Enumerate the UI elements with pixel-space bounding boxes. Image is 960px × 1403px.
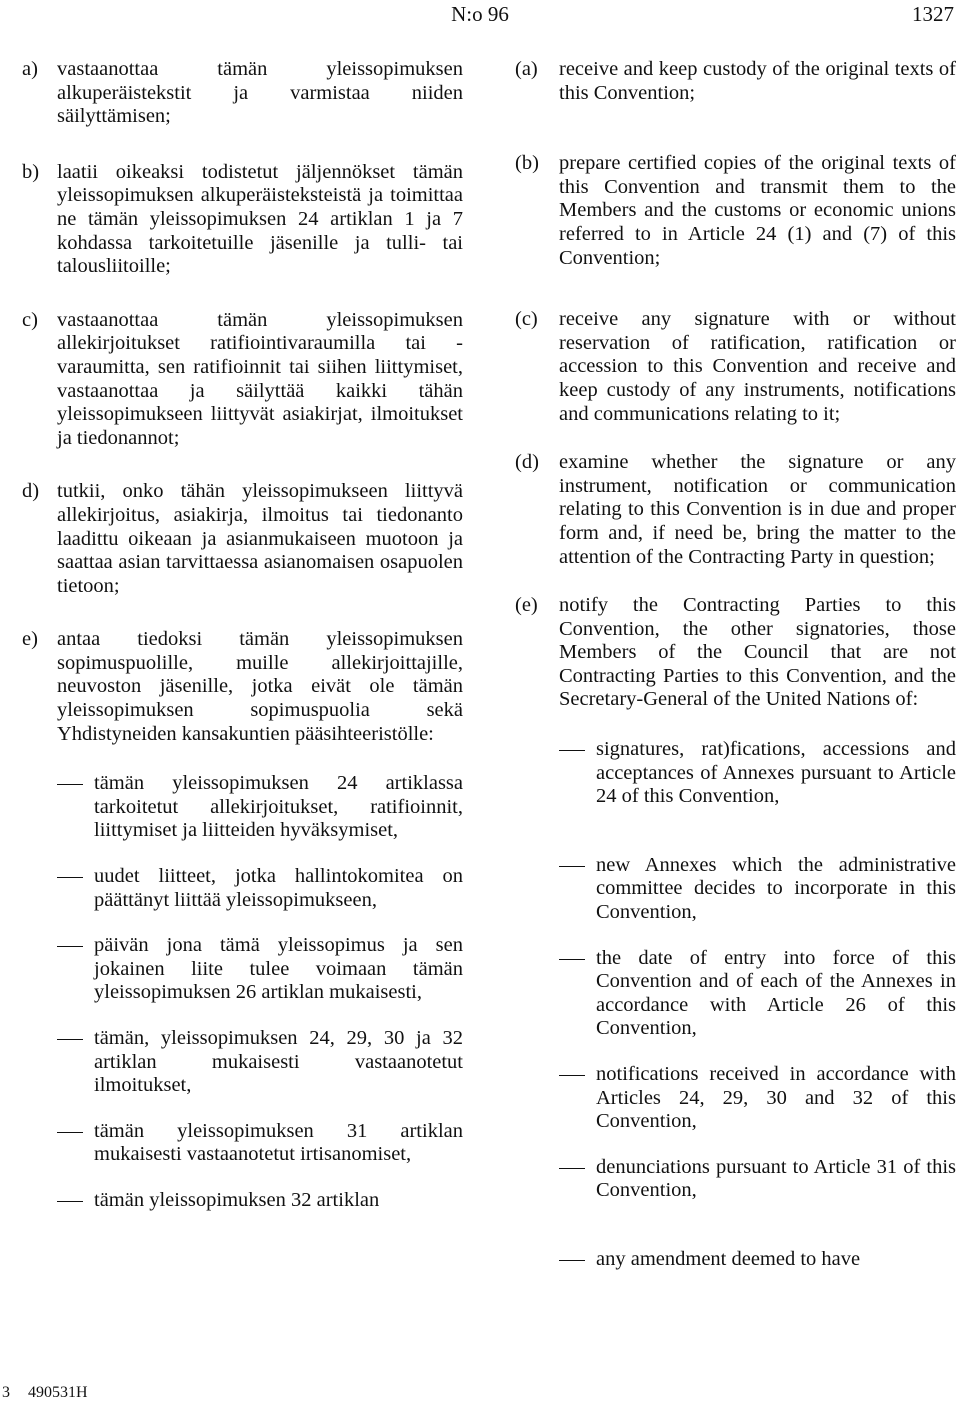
finnish-column xyxy=(22,58,463,1213)
paragraph-d-fi xyxy=(22,480,463,598)
dash-text: signatures, rat)fications, accessions and acceptances of Annexes pursuant to Article 24 of this Convention, xyxy=(596,738,956,808)
dash-item-en-2 xyxy=(559,854,956,925)
item-label: b) xyxy=(22,160,40,183)
item-label: a) xyxy=(22,58,38,80)
dash-text: notifications received in accordance with Articles 24, 29, 30 and 32 of this Convention, xyxy=(596,1063,956,1133)
english-column xyxy=(515,58,956,1272)
dash-item-fi-1 xyxy=(57,772,463,843)
paragraph-e-fi xyxy=(22,628,463,746)
item-text: antaa tiedoksi tämän yleissopimuksen sopimuspuolille, muille allekirjoittajille, neuvoston jäsenille, jotka eivät ole tämän yleissopimuksen sopimuspuolia sekä Yhdistyneiden kansakuntien pääsihteeristölle: xyxy=(57,628,463,745)
em-dash xyxy=(559,1260,585,1261)
item-text: receive any signature with or without reservation of ratification, ratification or accession to this Convention and receive and keep custody of any instruments, notifications and communications relating to it; xyxy=(559,308,956,425)
footer-page-index: 3 xyxy=(2,1384,10,1401)
item-text: examine whether the signature or any instrument, notification or communication relating to this Convention is in due and proper form and, if need be, bring the matter to the attention of the Contracting Party in question; xyxy=(559,451,956,568)
dash-item-fi-6 xyxy=(57,1189,463,1213)
item-text: notify the Contracting Parties to this Convention, the other signatories, those Members of the Council that are not Contracting Parties to this Convention, and the Secretary-General of the United Nations of: xyxy=(559,594,956,711)
em-dash xyxy=(57,877,83,878)
item-text: receive and keep custody of the original texts of this Convention; xyxy=(559,58,956,104)
item-label: e) xyxy=(22,628,38,651)
item-text: tutkii, onko tähän yleissopimukseen liittyvä allekirjoitus, asiakirja, ilmoitus tai tiedonanto laadittu oikeaan ja asianmukaiseen muotoon ja saattaa asian tarvittaessa asianomaisen osapuolen tietoon; xyxy=(57,480,463,597)
em-dash xyxy=(559,1168,585,1169)
dash-item-en-1 xyxy=(559,738,956,809)
dash-text: new Annexes which the administrative committee decides to incorporate in this Convention, xyxy=(596,853,956,924)
dash-text: uudet liitteet, jotka hallintokomitea on päättänyt liittää yleissopimukseen, xyxy=(94,865,463,911)
dash-text: tämän yleissopimuksen 24 artiklassa tarkoitetut allekirjoitukset, ratifioinnit, liittymiset ja liitteiden hyväksymiset, xyxy=(94,772,463,842)
paragraph-a-en xyxy=(515,58,956,105)
em-dash xyxy=(559,750,585,751)
dash-item-fi-5 xyxy=(57,1120,463,1167)
dash-item-en-6 xyxy=(559,1248,956,1272)
item-label: (a) xyxy=(515,58,538,80)
dash-text: tämän yleissopimuksen 32 artiklan xyxy=(94,1188,380,1211)
paragraph-e-en xyxy=(515,594,956,712)
item-label: c) xyxy=(22,308,38,331)
em-dash xyxy=(57,784,83,785)
em-dash xyxy=(559,959,585,960)
item-text: vastaanottaa tämän yleissopimuksen allekirjoitukset ratifiointivaraumilla tai -varaumitta, sen ratifioinnit tai siihen liittymiset, vastaanottaa ja säilyttää kaikki tähän yleissopimukseen liittyvät asiakirjat, ilmoitukset ja tiedonannot; xyxy=(57,308,463,449)
em-dash xyxy=(57,1039,83,1040)
dash-item-en-4 xyxy=(559,1063,956,1134)
paragraph-d-en xyxy=(515,451,956,569)
em-dash xyxy=(559,866,585,867)
dash-text: tämän, yleissopimuksen 24, 29, 30 ja 32 artiklan mukaisesti vastaanotetut ilmoitukset, xyxy=(94,1027,463,1097)
paragraph-a-fi xyxy=(22,58,463,129)
item-label: (d) xyxy=(515,451,539,474)
dash-text: any amendment deemed to have xyxy=(596,1247,861,1270)
item-text: prepare certified copies of the original texts of this Convention and transmit them to the Members and the customs or economic unions referred to in Article 24 (1) and (7) of this Convention; xyxy=(559,152,956,269)
item-label: (b) xyxy=(515,152,539,175)
item-text: vastaanottaa tämän yleissopimuksen alkuperäistekstit ja varmistaa niiden säilyttämisen; xyxy=(57,58,463,128)
dash-item-fi-3 xyxy=(57,934,463,1005)
item-label: d) xyxy=(22,480,40,503)
dash-item-fi-2 xyxy=(57,865,463,912)
footer-code: 490531H xyxy=(28,1384,88,1401)
dash-text: päivän jona tämä yleissopimus ja sen jokainen liite tulee voimaan tämän yleissopimuksen 26 artiklan mukaisesti, xyxy=(94,934,463,1004)
dash-item-en-3 xyxy=(559,947,956,1041)
em-dash xyxy=(57,1201,83,1202)
dash-item-fi-4 xyxy=(57,1027,463,1098)
item-label: (e) xyxy=(515,594,538,617)
dash-text: the date of entry into force of this Convention and of each of the Annexes in accordance with Article 26 of this Convention, xyxy=(596,946,956,1040)
dash-text: denunciations pursuant to Article 31 of this Convention, xyxy=(596,1155,956,1202)
item-label: (c) xyxy=(515,308,538,331)
paragraph-c-fi xyxy=(22,309,463,451)
print-footer xyxy=(2,1384,88,1402)
em-dash xyxy=(57,946,83,947)
dash-item-en-5 xyxy=(559,1156,956,1203)
dash-text: tämän yleissopimuksen 31 artiklan mukaisesti vastaanotetut irtisanomiset, xyxy=(94,1119,463,1166)
paragraph-c-en xyxy=(515,308,956,426)
item-text: laatii oikeaksi todistetut jäljennökset tämän yleissopimuksen alkuperäisteksteistä ja toimittaa ne tämän yleissopimuksen 24 artiklan 1 ja 7 kohdassa tarkoitetuille jäsenille ja tulli- tai talousliitoille; xyxy=(57,160,463,278)
page-number: 1327 xyxy=(912,2,954,26)
em-dash xyxy=(559,1075,585,1076)
em-dash xyxy=(57,1132,83,1133)
paragraph-b-en xyxy=(515,152,956,270)
journal-number: N:o 96 xyxy=(451,2,509,26)
paragraph-b-fi xyxy=(22,161,463,279)
